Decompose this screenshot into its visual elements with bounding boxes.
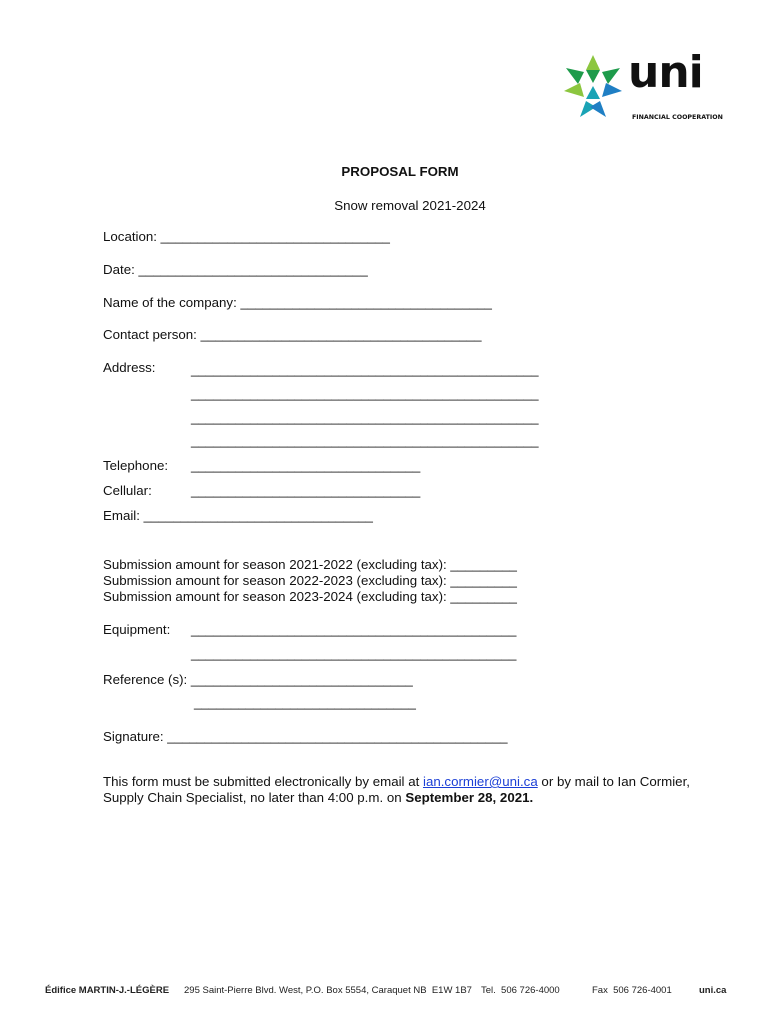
- address-label: Address:: [103, 360, 156, 375]
- reference-line-2[interactable]: ______________________________: [194, 695, 416, 710]
- email-field[interactable]: Email: _______________________________: [103, 508, 373, 523]
- telephone-field[interactable]: _______________________________: [191, 458, 421, 473]
- address-line-4[interactable]: _______________________________________________: [191, 433, 539, 448]
- footer-tel: Tel. 506 726-4000: [481, 985, 560, 996]
- address-line-1[interactable]: _______________________________________________: [191, 362, 539, 377]
- form-title: PROPOSAL FORM: [341, 164, 459, 179]
- address-line-3[interactable]: _______________________________________________: [191, 410, 539, 425]
- form-subtitle: Snow removal 2021-2024: [334, 198, 486, 213]
- reference-field[interactable]: Reference (s): ______________________________: [103, 672, 413, 687]
- logo-tagline: FINANCIAL COOPERATION: [632, 114, 723, 121]
- note-text-1: This form must be submitted electronically by email at: [103, 774, 423, 789]
- cellular-field[interactable]: _______________________________: [191, 483, 421, 498]
- footer-website[interactable]: uni.ca: [699, 985, 727, 996]
- address-line-2[interactable]: _______________________________________________: [191, 386, 539, 401]
- note-text-2: or by mail to Ian Cormier, Supply Chain Specialist, no later than 4:00 p.m. on: [103, 774, 690, 805]
- uni-logo: [562, 47, 732, 128]
- deadline: September 28, 2021.: [405, 790, 534, 805]
- contact-person-field[interactable]: Contact person: ______________________________________: [103, 327, 482, 342]
- cellular-label: Cellular:: [103, 483, 152, 498]
- equipment-line-2[interactable]: ____________________________________________: [191, 646, 517, 661]
- footer-address: 295 Saint-Pierre Blvd. West, P.O. Box 5554, Caraquet NB E1W 1B7: [184, 985, 472, 996]
- telephone-label: Telephone:: [103, 458, 169, 473]
- company-name-field[interactable]: Name of the company: __________________________________: [103, 295, 492, 310]
- star-logo-icon: [562, 53, 624, 119]
- submission-instructions: [103, 774, 723, 806]
- location-field[interactable]: Location: _______________________________: [103, 229, 390, 244]
- email-link[interactable]: ian.cormier@uni.ca: [422, 774, 538, 789]
- submission-2021-2022[interactable]: Submission amount for season 2021-2022 (excluding tax): _________: [103, 557, 517, 572]
- date-field[interactable]: Date: _______________________________: [103, 262, 368, 277]
- submission-2023-2024[interactable]: Submission amount for season 2023-2024 (excluding tax): _________: [103, 589, 517, 604]
- equipment-line-1[interactable]: ____________________________________________: [191, 622, 517, 637]
- submission-2022-2023[interactable]: Submission amount for season 2022-2023 (excluding tax): _________: [103, 573, 517, 588]
- footer-building: Édifice MARTIN-J.-LÉGÈRE: [45, 985, 170, 996]
- footer-fax: Fax 506 726-4001: [592, 985, 672, 996]
- signature-field[interactable]: Signature: ______________________________________________: [103, 729, 508, 744]
- logo-wordmark: uni: [628, 47, 703, 98]
- equipment-label: Equipment:: [103, 622, 171, 637]
